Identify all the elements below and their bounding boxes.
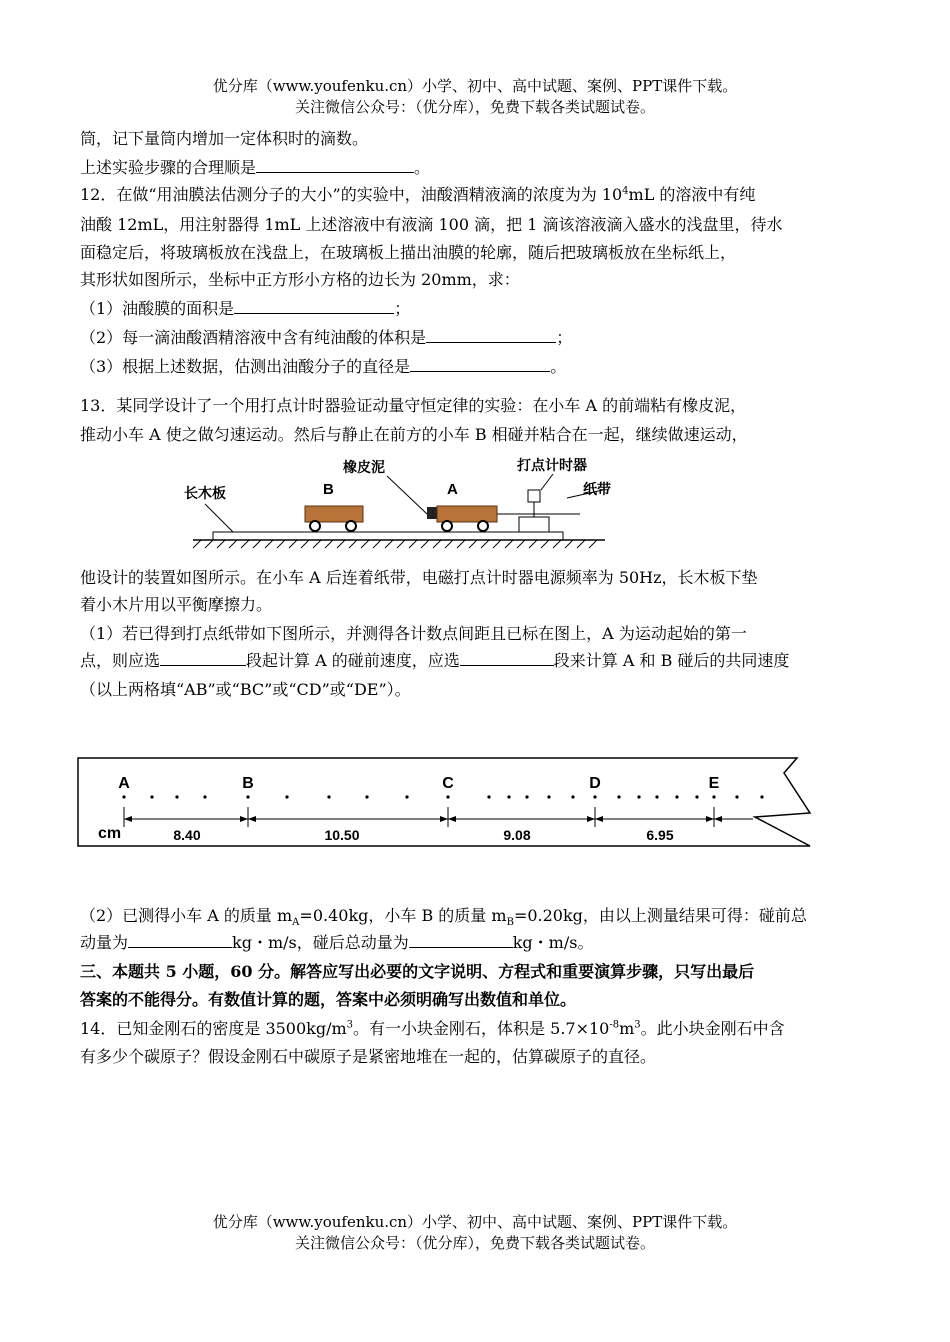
page-header-line2: 关注微信公众号：（优分库），免费下载各类试题试卷。 [294, 98, 655, 116]
q12-sub3-end: 。 [550, 357, 567, 376]
answer-blank-film-area[interactable] [234, 298, 394, 314]
q12-sub3 [80, 356, 566, 378]
tape-figure [77, 757, 817, 849]
q14-text-d: 。此小块金刚石中含 [640, 1019, 785, 1038]
q13-sub1-text-a: 点，则应选 [80, 651, 161, 670]
q12-sup: 4 [622, 185, 629, 197]
point-label-b: B [242, 775, 254, 792]
point-label-c: C [442, 775, 454, 792]
answer-blank-momentum-before[interactable] [128, 932, 232, 948]
q14-text-b: 。有一小块金刚石，体积是 5.7×10 [353, 1019, 610, 1038]
q14-line2: 有多少个碳原子？假设金刚石中碳原子是紧密地堆在一起的，估算碳原子的直径。 [80, 1047, 657, 1066]
page-footer-line2: 关注微信公众号：（优分库），免费下载各类试题试卷。 [294, 1234, 655, 1252]
q12-line1 [80, 184, 755, 206]
cart-b [305, 506, 363, 531]
q13-sub1-text-c: 段来计算 A 和 B 碰后的共同速度 [553, 651, 790, 670]
q13-sub2-text-b: =0.40kg，小车 B 的质量 m [299, 906, 507, 925]
q12-sub2 [80, 327, 572, 349]
board-pointer [205, 504, 233, 532]
continuation-end: 。 [414, 158, 431, 177]
q13-sub2-text-a: （2）已测得小车 A 的质量 m [80, 906, 293, 925]
distance-de: 6.95 [646, 827, 674, 843]
distance-ab: 8.40 [173, 827, 201, 843]
q14-sup2: -8 [609, 1019, 620, 1031]
tape-label: 纸带 [583, 481, 611, 497]
long-board [213, 532, 563, 540]
timer [519, 490, 549, 532]
answer-blank-before-segment[interactable] [160, 650, 246, 666]
continuation-line2 [80, 157, 430, 179]
cart-a-label: A [447, 481, 458, 498]
putty [427, 507, 437, 519]
q14-sup1: 3 [346, 1019, 354, 1031]
q14-text-a: 14．已知金刚石的密度是 3500kg/m [80, 1019, 347, 1038]
answer-blank-after-segment[interactable] [460, 650, 554, 666]
answer-blank-oil-volume[interactable] [426, 327, 556, 343]
q13-line2: 推动小车 A 使之做匀速运动。然后与静止在前方的小车 B 相碰并粘合在一起，继续做速运动， [80, 425, 748, 444]
answer-blank-momentum-after[interactable] [409, 932, 513, 948]
q13-sub2-line2 [80, 932, 593, 954]
answer-blank-diameter[interactable] [410, 356, 550, 372]
q13-sub2-text-f: kg・m/s。 [512, 933, 594, 952]
point-label-a: A [118, 775, 130, 792]
apparatus-figure [175, 450, 611, 555]
point-label-e: E [708, 775, 720, 792]
q13-line1: 13．某同学设计了一个用打点计时器验证动量守恒定律的实验：在小车 A 的前端粘有橡皮泥， [80, 396, 747, 415]
q13-line4: 着小木片用以平衡摩擦力。 [80, 595, 273, 614]
q13-sub2-text-e: kg・m/s，碰后总动量为 [232, 933, 409, 952]
cart-a [427, 506, 497, 531]
section3-line2: 答案的不能得分。有数值计算的题，答案中必须明确写出数值和单位。 [80, 990, 577, 1009]
mass-b-subscript: B [506, 917, 514, 929]
q13-sub2-line1 [80, 905, 807, 927]
board-label: 长木板 [184, 485, 226, 501]
q12-text-a: 12．在做“用油膜法估测分子的大小”的实验中，油酸酒精液滴的浓度为为 10 [80, 185, 623, 204]
distance-cd: 9.08 [503, 827, 531, 843]
q13-sub1-line3: （以上两格填“AB”或“BC”或“CD”或“DE”）。 [80, 680, 411, 699]
tape-unit: cm [98, 825, 122, 842]
q13-line3: 他设计的装置如图所示。在小车 A 后连着纸带，电磁打点计时器电源频率为 50Hz，长木板下垫 [80, 568, 758, 587]
q13-sub2-text-c: =0.20kg，由以上测量结果可得：碰前总 [513, 906, 807, 925]
q13-sub1-line2 [80, 650, 789, 672]
continuation-line1: 筒，记下量筒内增加一定体积时的滴数。 [80, 129, 369, 148]
q12-sub3-text: （3）根据上述数据，估测出油酸分子的直径是 [80, 357, 411, 376]
q14-text-c: m [619, 1019, 635, 1038]
q14-line1 [80, 1018, 785, 1040]
q12-line4: 其形状如图所示，坐标中正方形小方格的边长为 20mm，求： [80, 270, 520, 289]
q12-line3: 面稳定后，将玻璃板放在浅盘上，在玻璃板上描出油膜的轮廓，随后把玻璃板放在坐标纸上， [80, 243, 737, 262]
q14-sup3: 3 [634, 1019, 641, 1031]
ground-hatching [193, 540, 597, 548]
continuation-text: 上述实验步骤的合理顺是 [80, 158, 257, 177]
timer-label: 打点计时器 [517, 457, 587, 473]
putty-label: 橡皮泥 [343, 459, 385, 475]
section3-line1: 三、本题共 5 小题，60 分。解答应写出必要的文字说明、方程式和重要演算步骤，只写出最后 [80, 962, 755, 981]
timer-pointer [541, 474, 553, 490]
q12-sub2-end: ； [556, 328, 573, 347]
q12-sub2-text: （2）每一滴油酸酒精溶液中含有纯油酸的体积是 [80, 328, 427, 347]
page-footer-line1: 优分库（www.youfenku.cn）小学、初中、高中试题、案例、PPT课件下载。 [212, 1213, 738, 1231]
mass-a-subscript: A [292, 917, 300, 929]
distance-bc: 10.50 [324, 827, 360, 843]
putty-pointer [387, 476, 427, 514]
cart-b-label: B [323, 481, 334, 498]
q13-sub1-text-b: 段起计算 A 的碰前速度，应选 [246, 651, 460, 670]
q12-sub1-text: （1）油酸膜的面积是 [80, 299, 235, 318]
q12-line2: 油酸 12mL，用注射器得 1mL 上述溶液中有液滴 100 滴，把 1 滴该溶液滴入盛水的浅盘里，待水 [80, 215, 783, 234]
q12-text-b: mL 的溶液中有纯 [628, 185, 756, 204]
q12-sub1-end: ； [394, 299, 411, 318]
q13-sub2-text-d: 动量为 [80, 933, 129, 952]
page-header-line1: 优分库（www.youfenku.cn）小学、初中、高中试题、案例、PPT课件下载。 [212, 77, 738, 95]
q12-sub1 [80, 298, 410, 320]
q13-sub1-line1: （1）若已得到打点纸带如下图所示，并测得各计数点间距且已标在图上，A 为运动起始的第一 [80, 624, 747, 643]
answer-blank-order[interactable] [256, 157, 414, 173]
point-label-d: D [589, 775, 601, 792]
